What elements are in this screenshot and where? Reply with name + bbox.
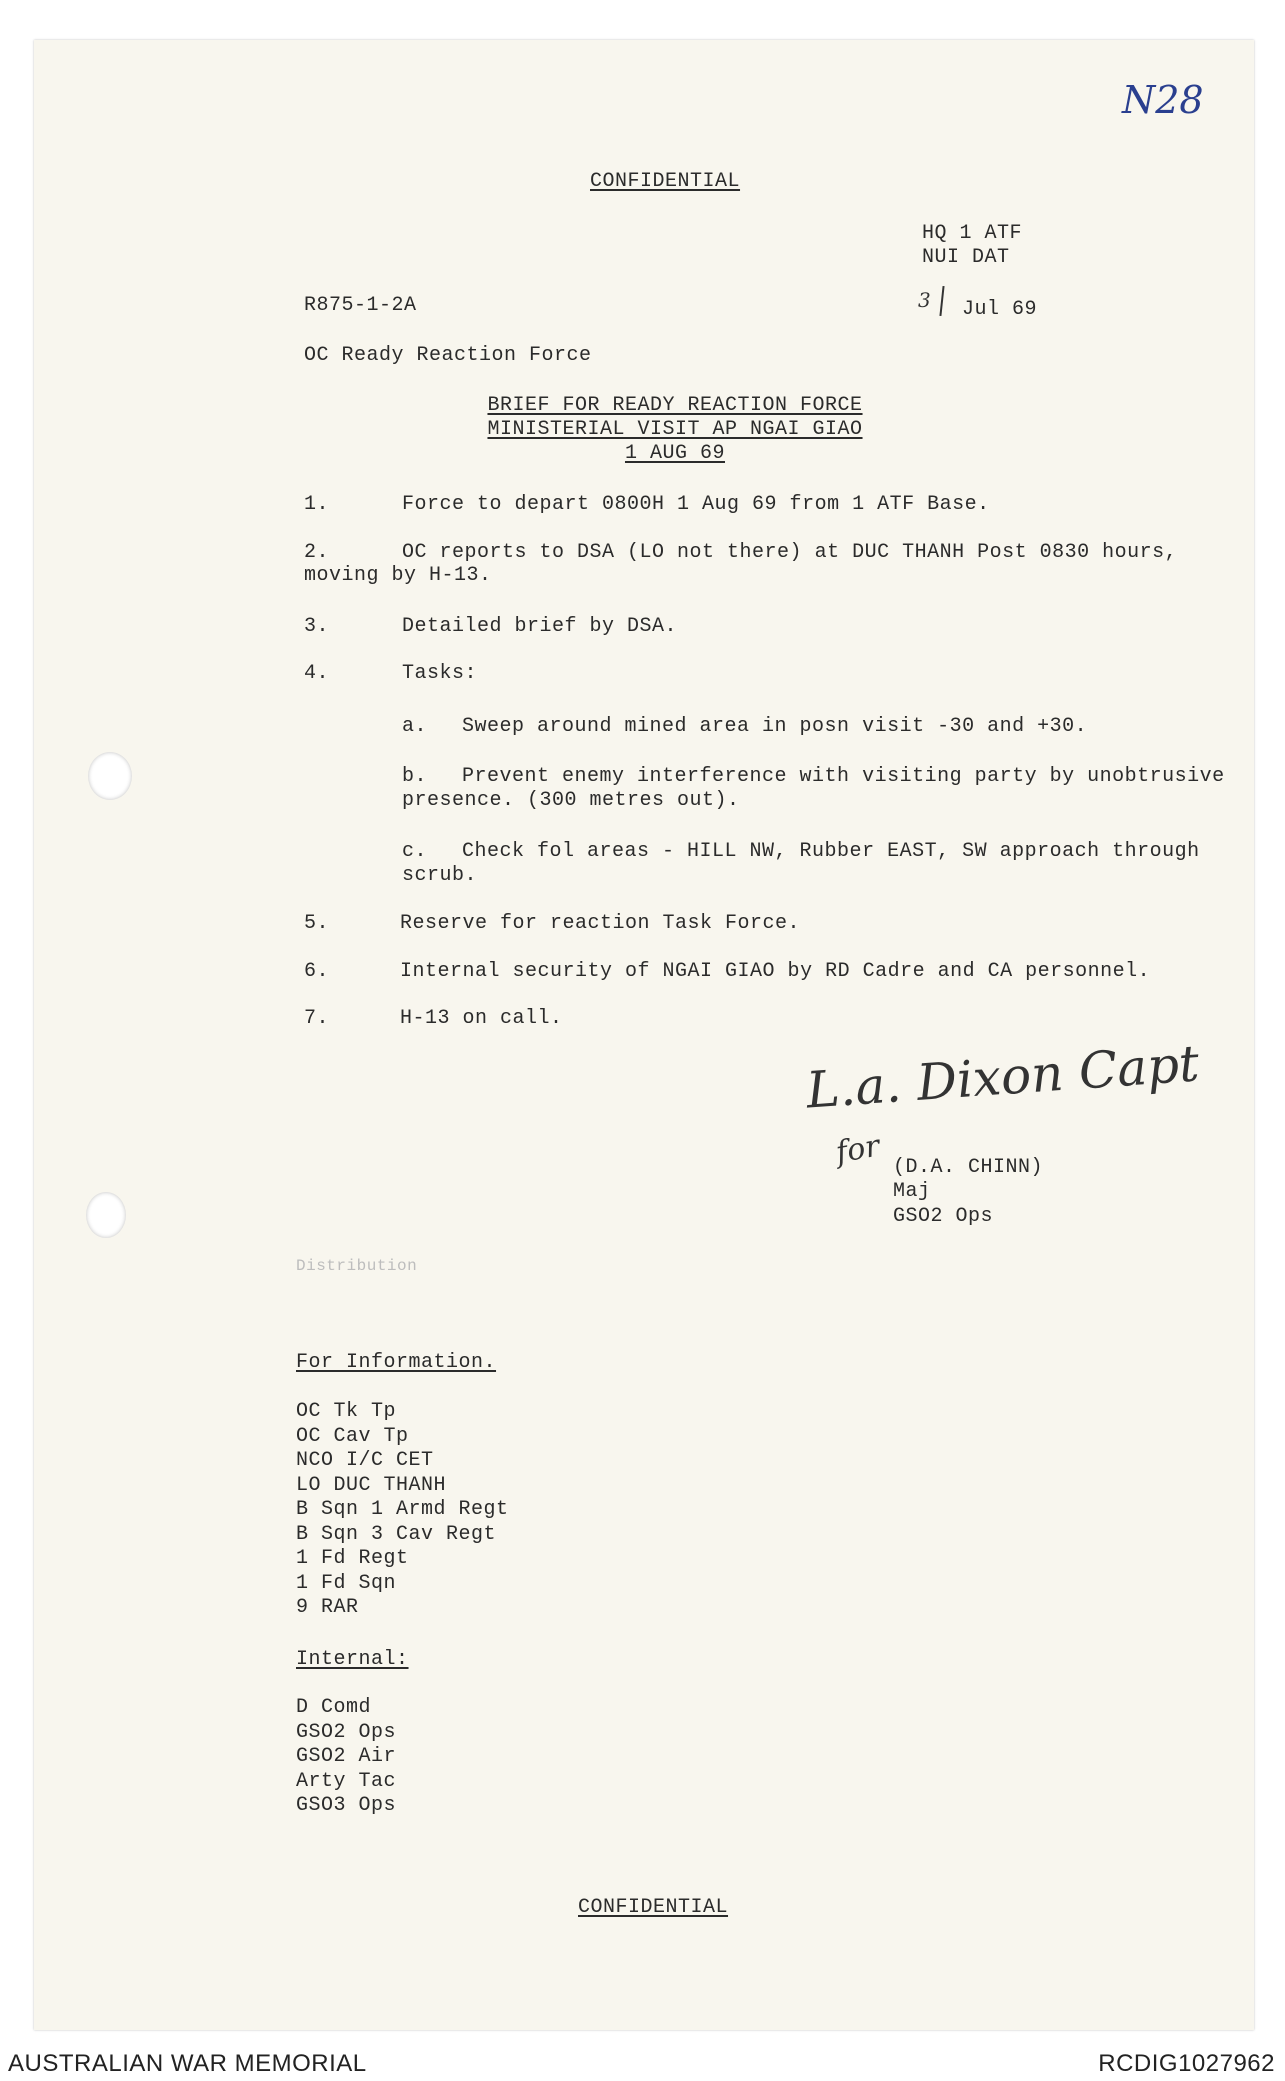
distribution-item: GSO2 Ops [296,1720,397,1744]
distribution-item: 9 RAR [296,1596,359,1619]
handwritten-reference: N28 [1122,78,1204,122]
distribution-item: B Sqn 3 Cav Regt [296,1522,497,1546]
distribution-item: 1 Fd Sqn [296,1571,397,1595]
distribution-item: NCO I/C CET [296,1449,434,1472]
paragraph-number: 6. [304,960,330,983]
distribution-item: 1 Fd Regt [296,1547,409,1570]
paragraph-number: 5. [304,912,330,935]
task-text: Prevent enemy interference with visiting party by unobtrusive [462,765,1225,788]
task-text: Check fol areas - HILL NW, Rubber EAST, SW approach through [462,840,1200,863]
paragraph-number: 2. [304,541,330,564]
addressee: OC Ready Reaction Force [304,344,592,367]
paragraph-text: Internal security of NGAI GIAO by RD Cadre and CA personnel. [400,960,1151,983]
document-page [34,40,1254,2030]
hq-line-2: NUI DAT [922,246,1010,269]
task-letter: c. [402,840,428,863]
internal-list [296,1696,396,1819]
internal-heading: Internal: [296,1648,409,1671]
faded-distribution-label: Distribution [296,1257,418,1275]
classification-bottom: CONFIDENTIAL [578,1896,729,1919]
paragraph-text: OC reports to DSA (LO not there) at DUC THANH Post 0830 hours, [402,541,1178,564]
distribution-item: B Sqn 1 Armd Regt [296,1498,509,1521]
footer-archive-name: AUSTRALIAN WAR MEMORIAL [8,2050,367,2077]
signature-for-mark: for [833,1128,883,1171]
punch-hole-bottom [86,1192,126,1238]
date-month-year: Jul 69 [962,298,1038,321]
for-information-heading: For Information. [296,1351,497,1374]
task-text-continued: scrub. [402,864,478,887]
title-line-1: BRIEF FOR READY REACTION FORCE [487,394,863,417]
handwritten-signature: L.a. Dixon Capt [804,1034,1201,1120]
paragraph-number: 3. [304,615,330,638]
distribution-item: GSO2 Air [296,1745,397,1768]
file-reference: R875-1-2A [304,294,417,317]
signatory-rank: Maj [893,1180,931,1203]
title-line-3: 1 AUG 69 [624,442,725,465]
classification-top: CONFIDENTIAL [590,170,741,193]
punch-hole-top [88,752,132,800]
paragraph-text: Force to depart 0800H 1 Aug 69 from 1 ATF Base. [402,493,990,516]
footer-record-id: RCDIG1027962 [1098,2050,1275,2077]
paragraph-text: Detailed brief by DSA. [402,615,678,638]
task-text: Sweep around mined area in posn visit -30 and +30. [462,715,1088,738]
task-text-continued: presence. (300 metres out). [402,789,740,812]
paragraph-number: 7. [304,1007,330,1030]
distribution-item: Arty Tac [296,1769,397,1793]
paragraph-text: H-13 on call. [400,1007,563,1030]
distribution-item: OC Cav Tp [296,1424,409,1448]
paragraph-text: Reserve for reaction Task Force. [400,912,801,935]
paragraph-number: 4. [304,662,330,685]
for-information-list [296,1400,509,1621]
distribution-item: GSO3 Ops [296,1794,397,1817]
distribution-item: LO DUC THANH [296,1473,447,1497]
paragraph-number: 1. [304,493,330,516]
date-day-handwritten: 3 [918,288,931,312]
signatory-name: (D.A. CHINN) [893,1156,1044,1179]
distribution-item: OC Tk Tp [296,1400,397,1423]
distribution-item: D Comd [296,1696,372,1719]
title-line-2: MINISTERIAL VISIT AP NGAI GIAO [487,418,863,441]
task-letter: a. [402,715,428,738]
paragraph-text-continued: moving by H-13. [304,564,492,587]
signatory-appointment: GSO2 Ops [893,1205,994,1228]
paragraph-text: Tasks: [402,662,478,685]
hq-line-1: HQ 1 ATF [922,222,1023,245]
task-letter: b. [402,765,428,788]
